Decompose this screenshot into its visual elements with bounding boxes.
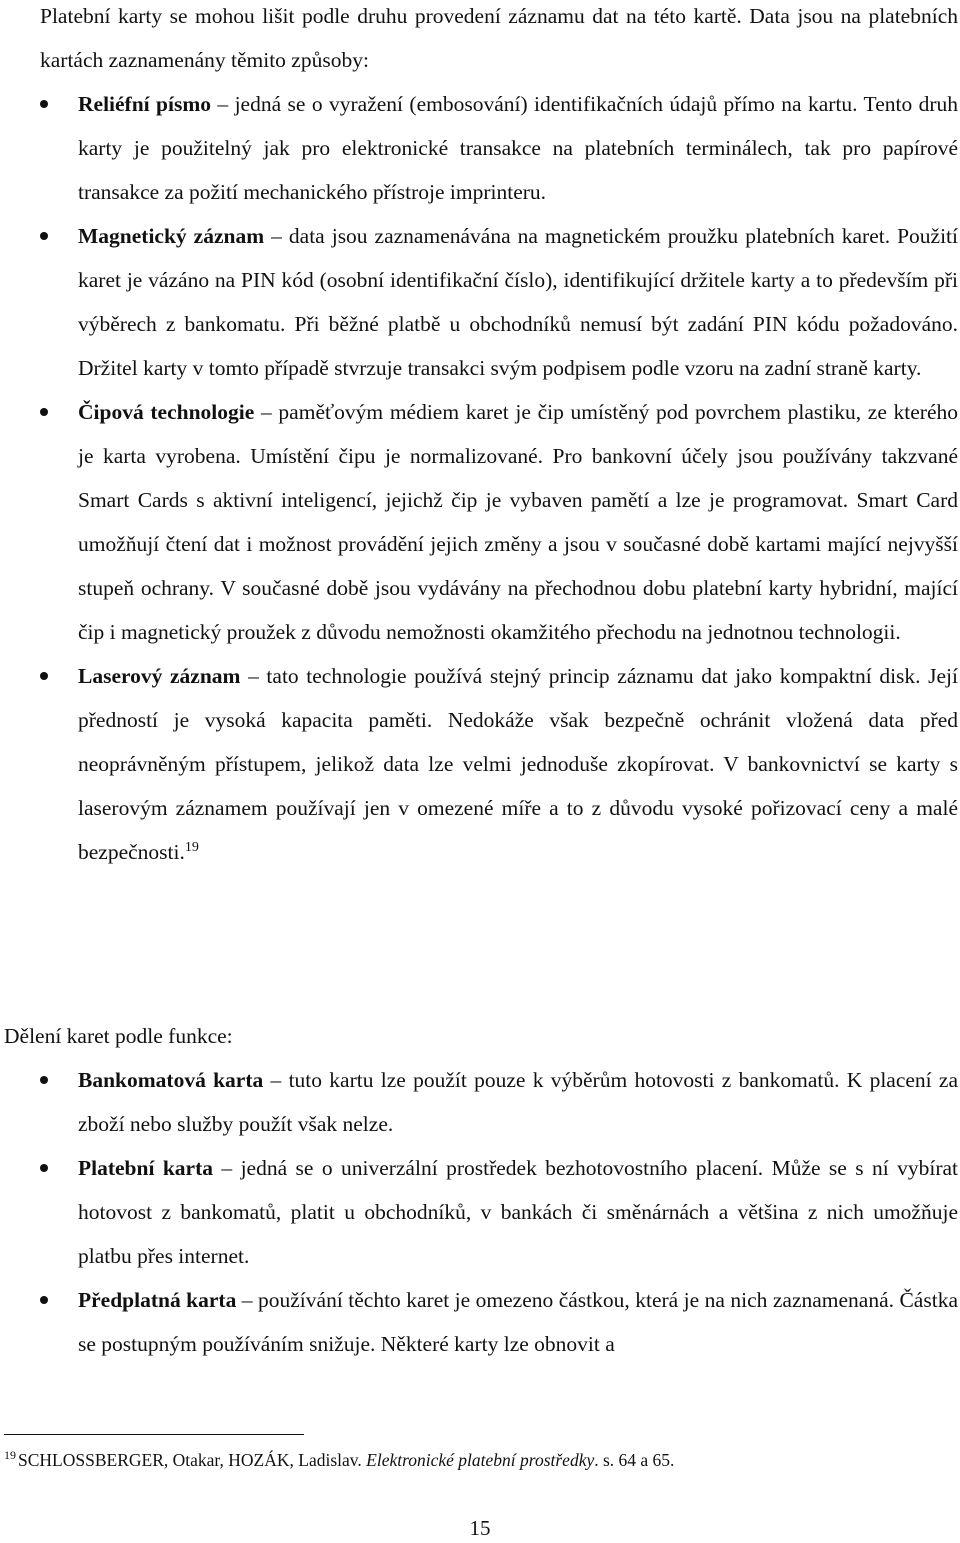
list-item-term: Platební karta xyxy=(78,1156,214,1180)
list-item-dash: – xyxy=(213,1156,241,1180)
bullet-dot-icon xyxy=(40,232,48,240)
list-item-dash: – xyxy=(240,664,267,688)
list-item-term: Bankomatová karta xyxy=(78,1068,264,1092)
list-item-text: data jsou zaznamenávána na magnetickém proužku platebních karet. Použití karet je vázáno na PIN kód (osobní identifikační číslo), identifikující držitele karty a to především při výběrech z bankomatu. Při běžné platbě u obchodníků nemusí být zadání PIN kódu požadováno. Držitel karty v tomto případě stvrzuje transakci svým podpisem podle vzoru na zadní straně karty. xyxy=(78,224,959,380)
bullet-dot-icon xyxy=(40,1164,48,1172)
list-item-text: paměťovým médiem karet je čip umístěný pod povrchem plastiku, ze kterého je karta vyrobena. Umístění čipu je normalizované. Pro bankovní účely jsou používány takzvané Smart Cards s aktivní inteligencí, jejichž čip je vybaven pamětí a lze je programovat. Smart Card umožňují čtení dat i možnost provádění jejich změny a jsou v současné době kartami mající nejvyšší stupeň ochrany. V současné době jsou vydávány na přechodnou dobu platební karty hybridní, mající čip i magnetický proužek z důvodu nemožnosti okamžitého přechodu na jednotnou technologii. xyxy=(78,400,959,644)
list-item-text: tato technologie používá stejný princip záznamu dat jako kompaktní disk. Její předností je vysoká kapacita paměti. Nedokáže však bezpečně ochránit vložená data před neoprávněným přístupem, jelikož data lze velmi jednoduše zkopírovat. V bankovnictví se karty s laserovým záznamem používají jen v omezené míře a to z důvodu vysoké pořizovací ceny a malé bezpečnosti. xyxy=(78,664,958,864)
bullet-dot-icon xyxy=(40,100,48,108)
list-item-dash: – xyxy=(236,1288,259,1312)
list-item-dash: – xyxy=(263,1068,289,1092)
list-item xyxy=(0,1146,960,1278)
footnote-reference[interactable]: 19 xyxy=(184,839,199,855)
bullet-dot-icon xyxy=(40,408,48,416)
list-item xyxy=(0,1278,960,1366)
list-item-text: používání těchto karet je omezeno částkou, která je na nich zaznamenaná. Částka se postupným používáním snižuje. Některé karty lze obnovit a xyxy=(78,1288,958,1356)
footnote-divider xyxy=(4,1434,304,1435)
list-item-term: Reliéfní písmo xyxy=(78,92,212,116)
list-item-term: Čipová technologie xyxy=(78,400,255,424)
list-item-text: tuto kartu lze použít pouze k výběrům hotovosti z bankomatů. K placení za zboží nebo služby použít však nelze. xyxy=(78,1068,959,1136)
list-item xyxy=(0,82,960,214)
footnote xyxy=(4,1448,674,1472)
footnote-authors: SCHLOSSBERGER, Otakar, HOZÁK, Ladislav. xyxy=(18,1450,362,1470)
footnote-number: 19 xyxy=(4,1448,16,1463)
page-number: 15 xyxy=(469,1516,491,1540)
list-item-term: Předplatná karta xyxy=(78,1288,237,1312)
card-functions-list xyxy=(0,1058,960,1366)
bullet-dot-icon xyxy=(40,672,48,680)
list-item xyxy=(0,390,960,654)
list-item-text: jedná se o univerzální prostředek bezhotovostního placení. Může se s ní vybírat hotovost z bankomatů, platit u obchodníků, v bankách či směnárnách a většina z nich umožňuje platbu přes internet. xyxy=(78,1156,959,1268)
section-heading: Dělení karet podle funkce: xyxy=(4,1024,233,1048)
list-item-term: Magnetický záznam xyxy=(78,224,265,248)
list-item-dash: – xyxy=(264,224,289,248)
list-item xyxy=(0,1058,960,1146)
intro-paragraph: Platební karty se mohou lišit podle druhu provedení záznamu dat na této kartě. Data jsou na platebních kartách zaznamenány těmito způsoby: xyxy=(40,4,958,72)
bullet-dot-icon xyxy=(40,1296,48,1304)
list-item-text: jedná se o vyražení (embosování) identifikačních údajů přímo na kartu. Tento druh karty je použitelný jak pro elektronické transakce na platebních terminálech, tak pro papírové transakce za požití mechanického přístroje imprinteru. xyxy=(78,92,959,204)
bullet-dot-icon xyxy=(40,1076,48,1084)
list-item-dash: – xyxy=(211,92,235,116)
recording-methods-list xyxy=(0,82,960,874)
list-item xyxy=(0,654,960,874)
list-item-dash: – xyxy=(254,400,279,424)
list-item-term: Laserový záznam xyxy=(78,664,241,688)
footnote-pages: . s. 64 a 65. xyxy=(594,1450,675,1470)
list-item xyxy=(0,214,960,390)
footnote-title: Elektronické platební prostředky xyxy=(366,1450,595,1470)
